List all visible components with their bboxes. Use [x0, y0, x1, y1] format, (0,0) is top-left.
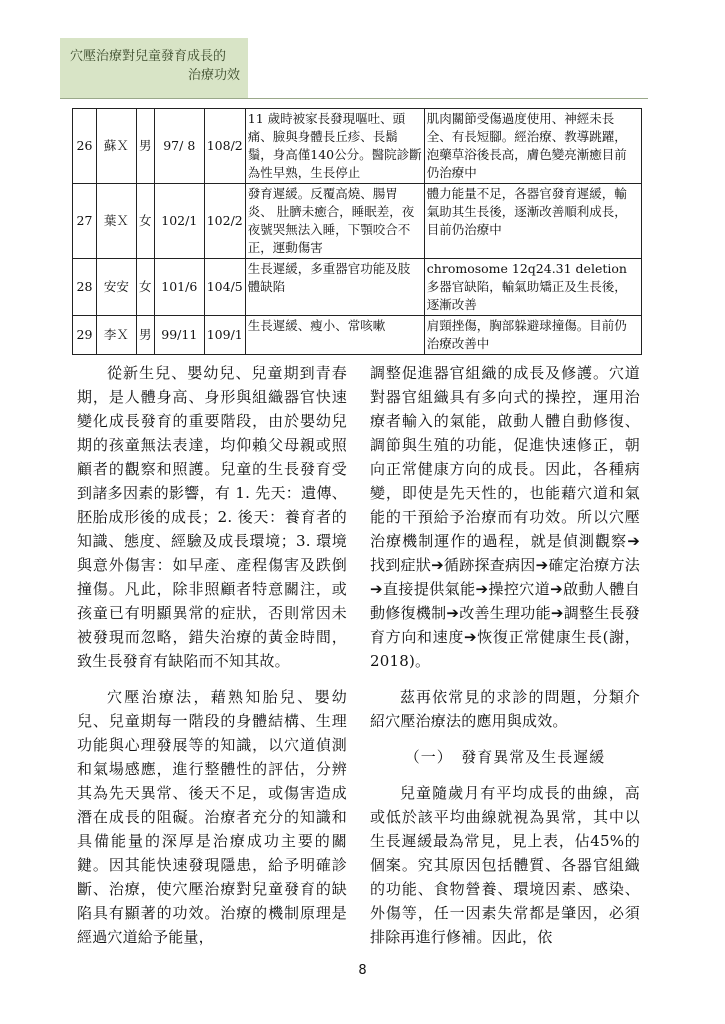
header-title-line2: 治療功效 [187, 68, 240, 83]
case-name: 安安 [96, 259, 136, 316]
table-row [73, 109, 642, 184]
case-symptom: 11 歲時被家長發現嘔吐、頭痛、臉與身體長丘疹、長鬍鬚，身高僅140公分。醫院診斷為性早熟，生長停止 [245, 109, 424, 184]
running-header-title [70, 47, 240, 85]
table-row [73, 184, 642, 259]
case-sex: 男 [136, 109, 154, 184]
body-paragraph: 穴壓治療法，藉熟知胎兒、嬰幼兒、兒童期每一階段的身體結構、生理功能與心理發展等的知識，以穴道偵測和氣場感應，進行整體性的評估，分辨其為先天異常、後天不足，或傷害造成潛在成長的阻礙。治療者充分的知識和具備能量的深厚是治療成功主要的關鍵。因其能快速發現隱患，給予明確診斷、治療，使穴壓治療對兒童發育的缺陷具有顯著的功效。治療的機制原理是經過穴道給予能量， [77, 688, 347, 946]
case-birth: 101/6 [154, 259, 204, 316]
case-result: 肌肉關節受傷過度使用、神經未長全、有長短腳。經治療、教導跳躍，泡藥草浴後長高，膚色變亮漸癒目前仍治療中 [424, 109, 641, 184]
section-subheading: （一） 發育異常及生長遲緩 [404, 748, 606, 766]
case-number: 26 [73, 109, 97, 184]
case-birth: 99/11 [154, 316, 204, 355]
case-name: 蘇Ｘ [96, 109, 136, 184]
case-sex: 女 [136, 184, 154, 259]
case-result: chromosome 12q24.31 deletion 多器官缺陷，輸氣助矯正及生長後，逐漸改善 [424, 259, 641, 316]
case-number: 27 [73, 184, 97, 259]
right-column [370, 361, 640, 961]
case-number: 28 [73, 259, 97, 316]
case-result: 體力能量不足，各器官發育遲緩，輸氣助其生長後，逐漸改善順利成長，目前仍治療中 [424, 184, 641, 259]
case-name: 李Ｘ [96, 316, 136, 355]
case-birth: 97/ 8 [154, 109, 204, 184]
case-symptom: 生長遲緩、瘦小、常咳嗽 [245, 316, 424, 355]
case-visit: 102/2 [204, 184, 245, 259]
left-column [77, 361, 347, 961]
case-symptom: 生長遲緩，多重器官功能及肢體缺陷 [245, 259, 424, 316]
table-row [73, 259, 642, 316]
case-visit: 104/5 [204, 259, 245, 316]
body-paragraph: 調整促進器官組織的成長及修護。穴道對器官組織具有多向式的操控，運用治療者輸入的氣能，啟動人體自動修復、調節與生殖的功能，促進快速修正，朝向正常健康方向的成長。因此，各種病變，即使是先天性的，也能藉穴道和氣能的干預給予治療而有功效。所以穴壓治療機制運作的過程，就是偵測觀察➔找到症狀➔循跡探查病因➔確定治療方法➔直接提供氣能➔操控穴道➔啟動人體自動修復機制➔改善生理功能➔調整生長發育方向和速度➔恢復正常健康生長(謝，2018)。 [370, 364, 640, 670]
case-name: 葉Ｘ [96, 184, 136, 259]
case-result: 肩頸挫傷，胸部躲避球撞傷。目前仍治療改善中 [424, 316, 641, 355]
case-sex: 男 [136, 316, 154, 355]
body-paragraph: 從新生兒、嬰幼兒、兒童期到青春期，是人體身高、身形與組織器官快速變化成長發育的重要階段，由於嬰幼兒期的孩童無法表達，均仰賴父母親或照顧者的觀察和照護。兒童的生長發育受到諸多因素的影響，有 1. 先天：遺傳、胚胎成形後的成長；2. 後天：養育者的知識、態度、經驗及成長環境；3. 環境與意外傷害：如早產、產程傷害及跌倒撞傷。凡此，除非照顧者特意關注，或孩童已有明顯異常的症狀，否則常因未被發現而忽略，錯失治療的黃金時間，致生長發育有缺陷而不知其故。 [77, 364, 347, 670]
page-number: 8 [358, 963, 367, 978]
body-paragraph: 茲再依常見的求診的問題，分類介紹穴壓治療法的應用與成效。 [370, 688, 640, 730]
header-title-line1: 穴壓治療對兒童發育成長的 [70, 49, 227, 64]
case-visit: 108/2 [204, 109, 245, 184]
case-number: 29 [73, 316, 97, 355]
case-table [72, 108, 642, 355]
header-rule [60, 98, 648, 99]
case-visit: 109/1 [204, 316, 245, 355]
case-birth: 102/1 [154, 184, 204, 259]
body-paragraph: 兒童隨歲月有平均成長的曲線，高或低於該平均曲線就視為異常，其中以生長遲緩最為常見，見上表，佔45%的個案。究其原因包括體質、各器官組織的功能、食物營養、環境因素、感染、外傷等，任一因素失常都是肇因，必須排除再進行修補。因此，依 [370, 784, 640, 946]
table-row [73, 316, 642, 355]
case-symptom: 發育遲緩。反覆高燒、腸胃炎、 肚臍未癒合，睡眠差，夜夜號哭無法入睡，下顎咬合不正，運動傷害 [245, 184, 424, 259]
case-sex: 女 [136, 259, 154, 316]
